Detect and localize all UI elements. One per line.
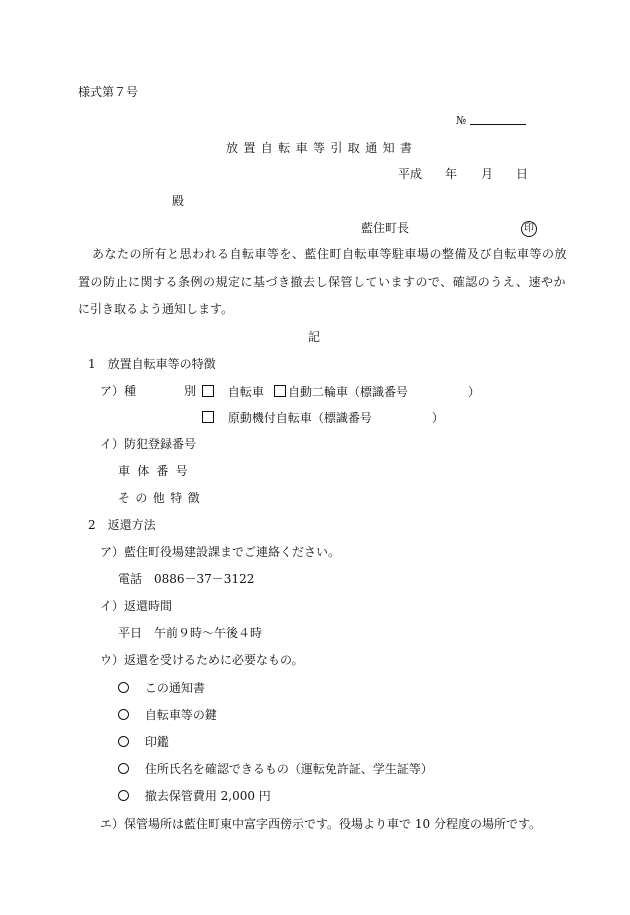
option-label: 原動機付自転車（標識番号 ）	[227, 411, 444, 425]
requirement-item	[118, 682, 205, 694]
requirement-text: 自転車等の鍵	[144, 708, 217, 722]
circle-bullet-icon	[118, 709, 129, 720]
date-era: 平成	[398, 167, 423, 181]
contact-text: ア）藍住町役場建設課までご連絡ください。	[100, 545, 341, 559]
seal-mark: 印	[521, 221, 537, 237]
type-option-motorcycle	[274, 385, 480, 398]
storage-location-text: エ）保管場所は藍住町東中富字西傍示です。役場より車で 10 分程度の場所です。	[100, 817, 541, 831]
type-option-bicycle	[202, 385, 264, 398]
requirement-text: この通知書	[144, 681, 205, 695]
addressee-suffix: 殿	[172, 194, 185, 208]
body-number-label: 車体番号	[118, 464, 195, 478]
requirement-item	[118, 790, 271, 802]
requirement-text: 住所氏名を確認できるもの（運転免許証、学生証等）	[144, 762, 433, 776]
circle-bullet-icon	[118, 682, 129, 693]
body-line-2: 置の防止に関する条例の規定に基づき撤去し保管していますので、確認のうえ、速やか	[78, 275, 566, 289]
crime-prevention-label: イ）防犯登録番号	[100, 437, 197, 451]
requirement-item	[118, 736, 169, 748]
date-year: 年	[445, 167, 458, 181]
circle-bullet-icon	[118, 763, 129, 774]
requirement-text: 印鑑	[144, 735, 169, 749]
no-label: №	[456, 114, 467, 127]
other-features-label: その他特徴	[118, 491, 206, 505]
body-line-3: に引き取るよう通知します。	[78, 302, 234, 316]
form-number: 様式第７号	[78, 85, 139, 99]
date-month: 月	[481, 167, 494, 181]
return-time-label: イ）返還時間	[100, 599, 173, 613]
return-hours: 平日 午前９時～午後４時	[118, 626, 263, 640]
circle-bullet-icon	[118, 790, 129, 801]
document-title: 放置自転車等引取通知書	[226, 141, 418, 155]
option-label: 自動二輪車（標識番号 ）	[288, 385, 481, 399]
requirement-text: 撤去保管費用 2,000 円	[144, 789, 271, 803]
section-2-heading: 2 返還方法	[88, 518, 156, 532]
option-label: 自転車	[227, 385, 264, 399]
type-option-moped	[202, 411, 444, 424]
checkbox-icon	[274, 385, 286, 397]
issuer: 藍住町長	[361, 221, 410, 235]
requirement-item	[118, 763, 433, 775]
checkbox-icon	[202, 411, 214, 423]
checkbox-icon	[202, 385, 214, 397]
body-line-1: あなたの所有と思われる自転車等を、藍住町自転車等駐車場の整備及び自転車等の放	[92, 247, 568, 261]
requirements-label: ウ）返還を受けるために必要なもの。	[100, 653, 304, 667]
circle-bullet-icon	[118, 736, 129, 747]
no-underline	[470, 124, 526, 125]
requirement-item	[118, 709, 217, 721]
section-1-heading: 1 放置自転車等の特徴	[88, 357, 216, 371]
date-day: 日	[516, 167, 529, 181]
phone-number: 電話 0886－37－3122	[118, 572, 255, 586]
ki-heading: 記	[308, 330, 321, 344]
type-label: ア）種 別	[100, 384, 197, 398]
